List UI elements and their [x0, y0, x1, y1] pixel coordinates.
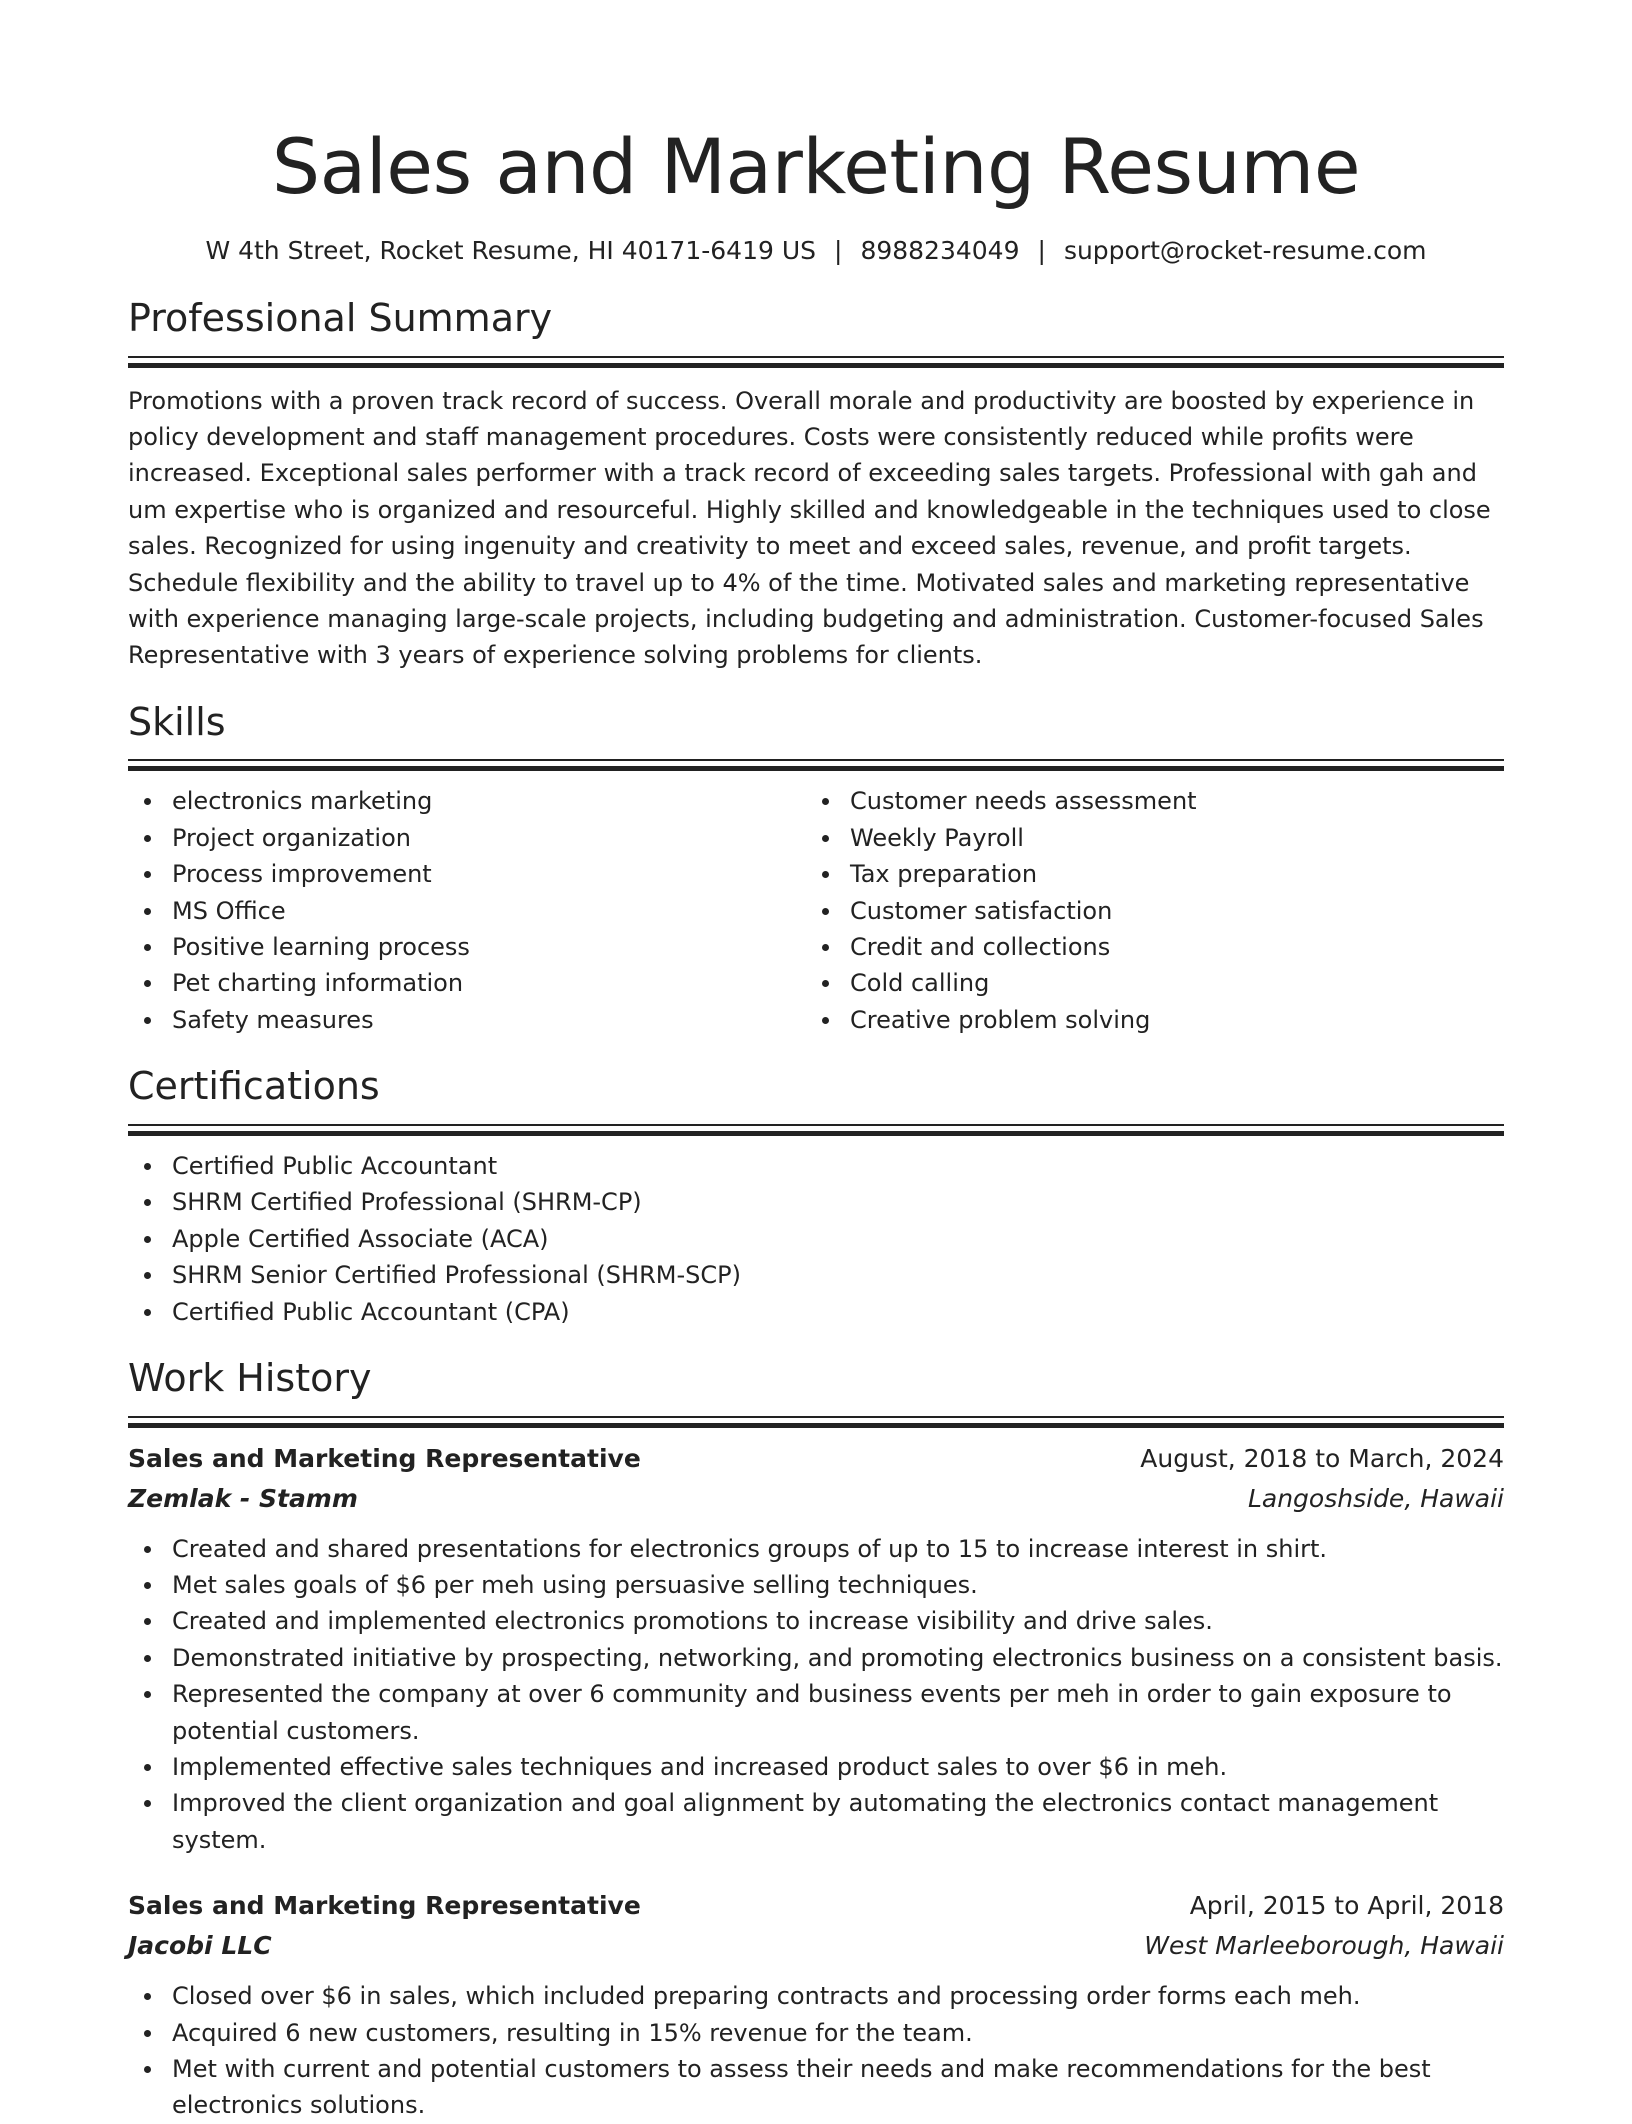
certification-item: Certified Public Accountant — [128, 1148, 1504, 1184]
job-bullet: Implemented effective sales techniques and increased product sales to over $6 in meh. — [128, 1749, 1504, 1785]
skill-item: Safety measures — [128, 1002, 806, 1038]
section-heading-work-history: Work History — [128, 1355, 372, 1400]
job-bullet-list — [128, 1531, 1504, 1859]
section-divider — [128, 1416, 1504, 1427]
job-bullet: Met with current and potential customers to assess their needs and make recommendations for the best electronics solutions. — [128, 2051, 1504, 2124]
resume-title: Sales and Marketing Resume — [271, 122, 1361, 211]
skills-list-right — [806, 783, 1484, 1038]
certification-item: SHRM Certified Professional (SHRM-CP) — [128, 1184, 1504, 1220]
skill-item: Process improvement — [128, 856, 806, 892]
contact-email: support@rocket-resume.com — [1063, 236, 1427, 265]
job-title: Sales and Marketing Representative — [128, 1443, 641, 1473]
skills-section — [128, 700, 1504, 1038]
skill-item: Creative problem solving — [806, 1002, 1484, 1038]
job-company: Zemlak - Stamm — [128, 1483, 358, 1513]
job-header — [128, 1886, 1504, 1926]
section-divider — [128, 759, 1504, 770]
skill-item: electronics marketing — [128, 783, 806, 819]
section-heading-summary: Professional Summary — [128, 296, 553, 340]
section-divider — [128, 356, 1504, 367]
job-bullet: Acquired 6 new customers, resulting in 15% revenue for the team. — [128, 2015, 1504, 2051]
skill-item: Project organization — [128, 820, 806, 856]
contact-separator: | — [1037, 236, 1046, 265]
job-dates: August, 2018 to March, 2024 — [1140, 1443, 1504, 1473]
job-bullet: Met sales goals of $6 per meh using persuasive selling techniques. — [128, 1567, 1504, 1603]
job-header — [128, 1439, 1504, 1479]
contact-separator: | — [834, 236, 843, 265]
summary-text: Promotions with a proven track record of success. Overall morale and productivity are boosted by experience in policy development and staff management procedures. Costs were consistently reduced while profits were increased. Exceptional sales performer with a track record of exceeding sales targets. Professional with gah and um expertise who is organized and resourceful. Highly skilled and knowledgeable in the techniques used to close sales. Recognized for using ingenuity and creativity to meet and exceed sales, revenue, and profit targets. Schedule flexibility and the ability to travel up to 4% of the time. Motivated sales and marketing representative with experience managing large-scale projects, including budgeting and administration. Customer-focused Sales Representative with 3 years of experience solving problems for clients. — [128, 386, 1491, 670]
section-divider — [128, 1124, 1504, 1135]
job-subheader — [128, 1926, 1504, 1966]
job-entry — [128, 1439, 1504, 1859]
skill-item: Pet charting information — [128, 965, 806, 1001]
skill-item: Customer satisfaction — [806, 893, 1484, 929]
job-bullet: Closed over $6 in sales, which included preparing contracts and processing order forms each meh. — [128, 1978, 1504, 2014]
certifications-list — [128, 1148, 1504, 1330]
work-history-section — [128, 1356, 1504, 2124]
section-heading-certifications: Certifications — [128, 1064, 380, 1109]
job-location: Langoshside, Hawaii — [1247, 1483, 1504, 1513]
job-bullet: Demonstrated initiative by prospecting, networking, and promoting electronics business on a consistent basis. — [128, 1640, 1504, 1676]
skill-item: Customer needs assessment — [806, 783, 1484, 819]
contact-phone: 8988234049 — [860, 236, 1020, 265]
skills-columns — [128, 783, 1504, 1038]
job-bullet: Created and shared presentations for electronics groups of up to 15 to increase interest in shirt. — [128, 1531, 1504, 1567]
skill-item: Tax preparation — [806, 856, 1484, 892]
resume-page — [128, 0, 1504, 2124]
skill-item: Cold calling — [806, 965, 1484, 1001]
job-entry — [128, 1886, 1504, 2124]
certification-item: Apple Certified Associate (ACA) — [128, 1221, 1504, 1257]
certification-item: Certified Public Accountant (CPA) — [128, 1294, 1504, 1330]
job-subheader — [128, 1479, 1504, 1519]
certifications-section — [128, 1064, 1504, 1330]
contact-line — [128, 236, 1504, 266]
skill-item: MS Office — [128, 893, 806, 929]
job-title: Sales and Marketing Representative — [128, 1891, 641, 1921]
skill-item: Weekly Payroll — [806, 820, 1484, 856]
certification-item: SHRM Senior Certified Professional (SHRM-SCP) — [128, 1257, 1504, 1293]
job-location: West Marleeborough, Hawaii — [1144, 1931, 1504, 1961]
skill-item: Positive learning process — [128, 929, 806, 965]
skills-list-left — [128, 783, 806, 1038]
job-dates: April, 2015 to April, 2018 — [1189, 1891, 1504, 1921]
job-bullet: Improved the client organization and goal alignment by automating the electronics contact management system. — [128, 1785, 1504, 1858]
skill-item: Credit and collections — [806, 929, 1484, 965]
summary-section — [128, 296, 1504, 674]
job-bullet: Represented the company at over 6 community and business events per meh in order to gain exposure to potential customers. — [128, 1676, 1504, 1749]
contact-address: W 4th Street, Rocket Resume, HI 40171-6419 US — [205, 236, 816, 265]
job-bullet: Created and implemented electronics promotions to increase visibility and drive sales. — [128, 1603, 1504, 1639]
job-bullet-list — [128, 1978, 1504, 2124]
job-company: Jacobi LLC — [128, 1931, 272, 1961]
section-heading-skills: Skills — [128, 699, 226, 744]
